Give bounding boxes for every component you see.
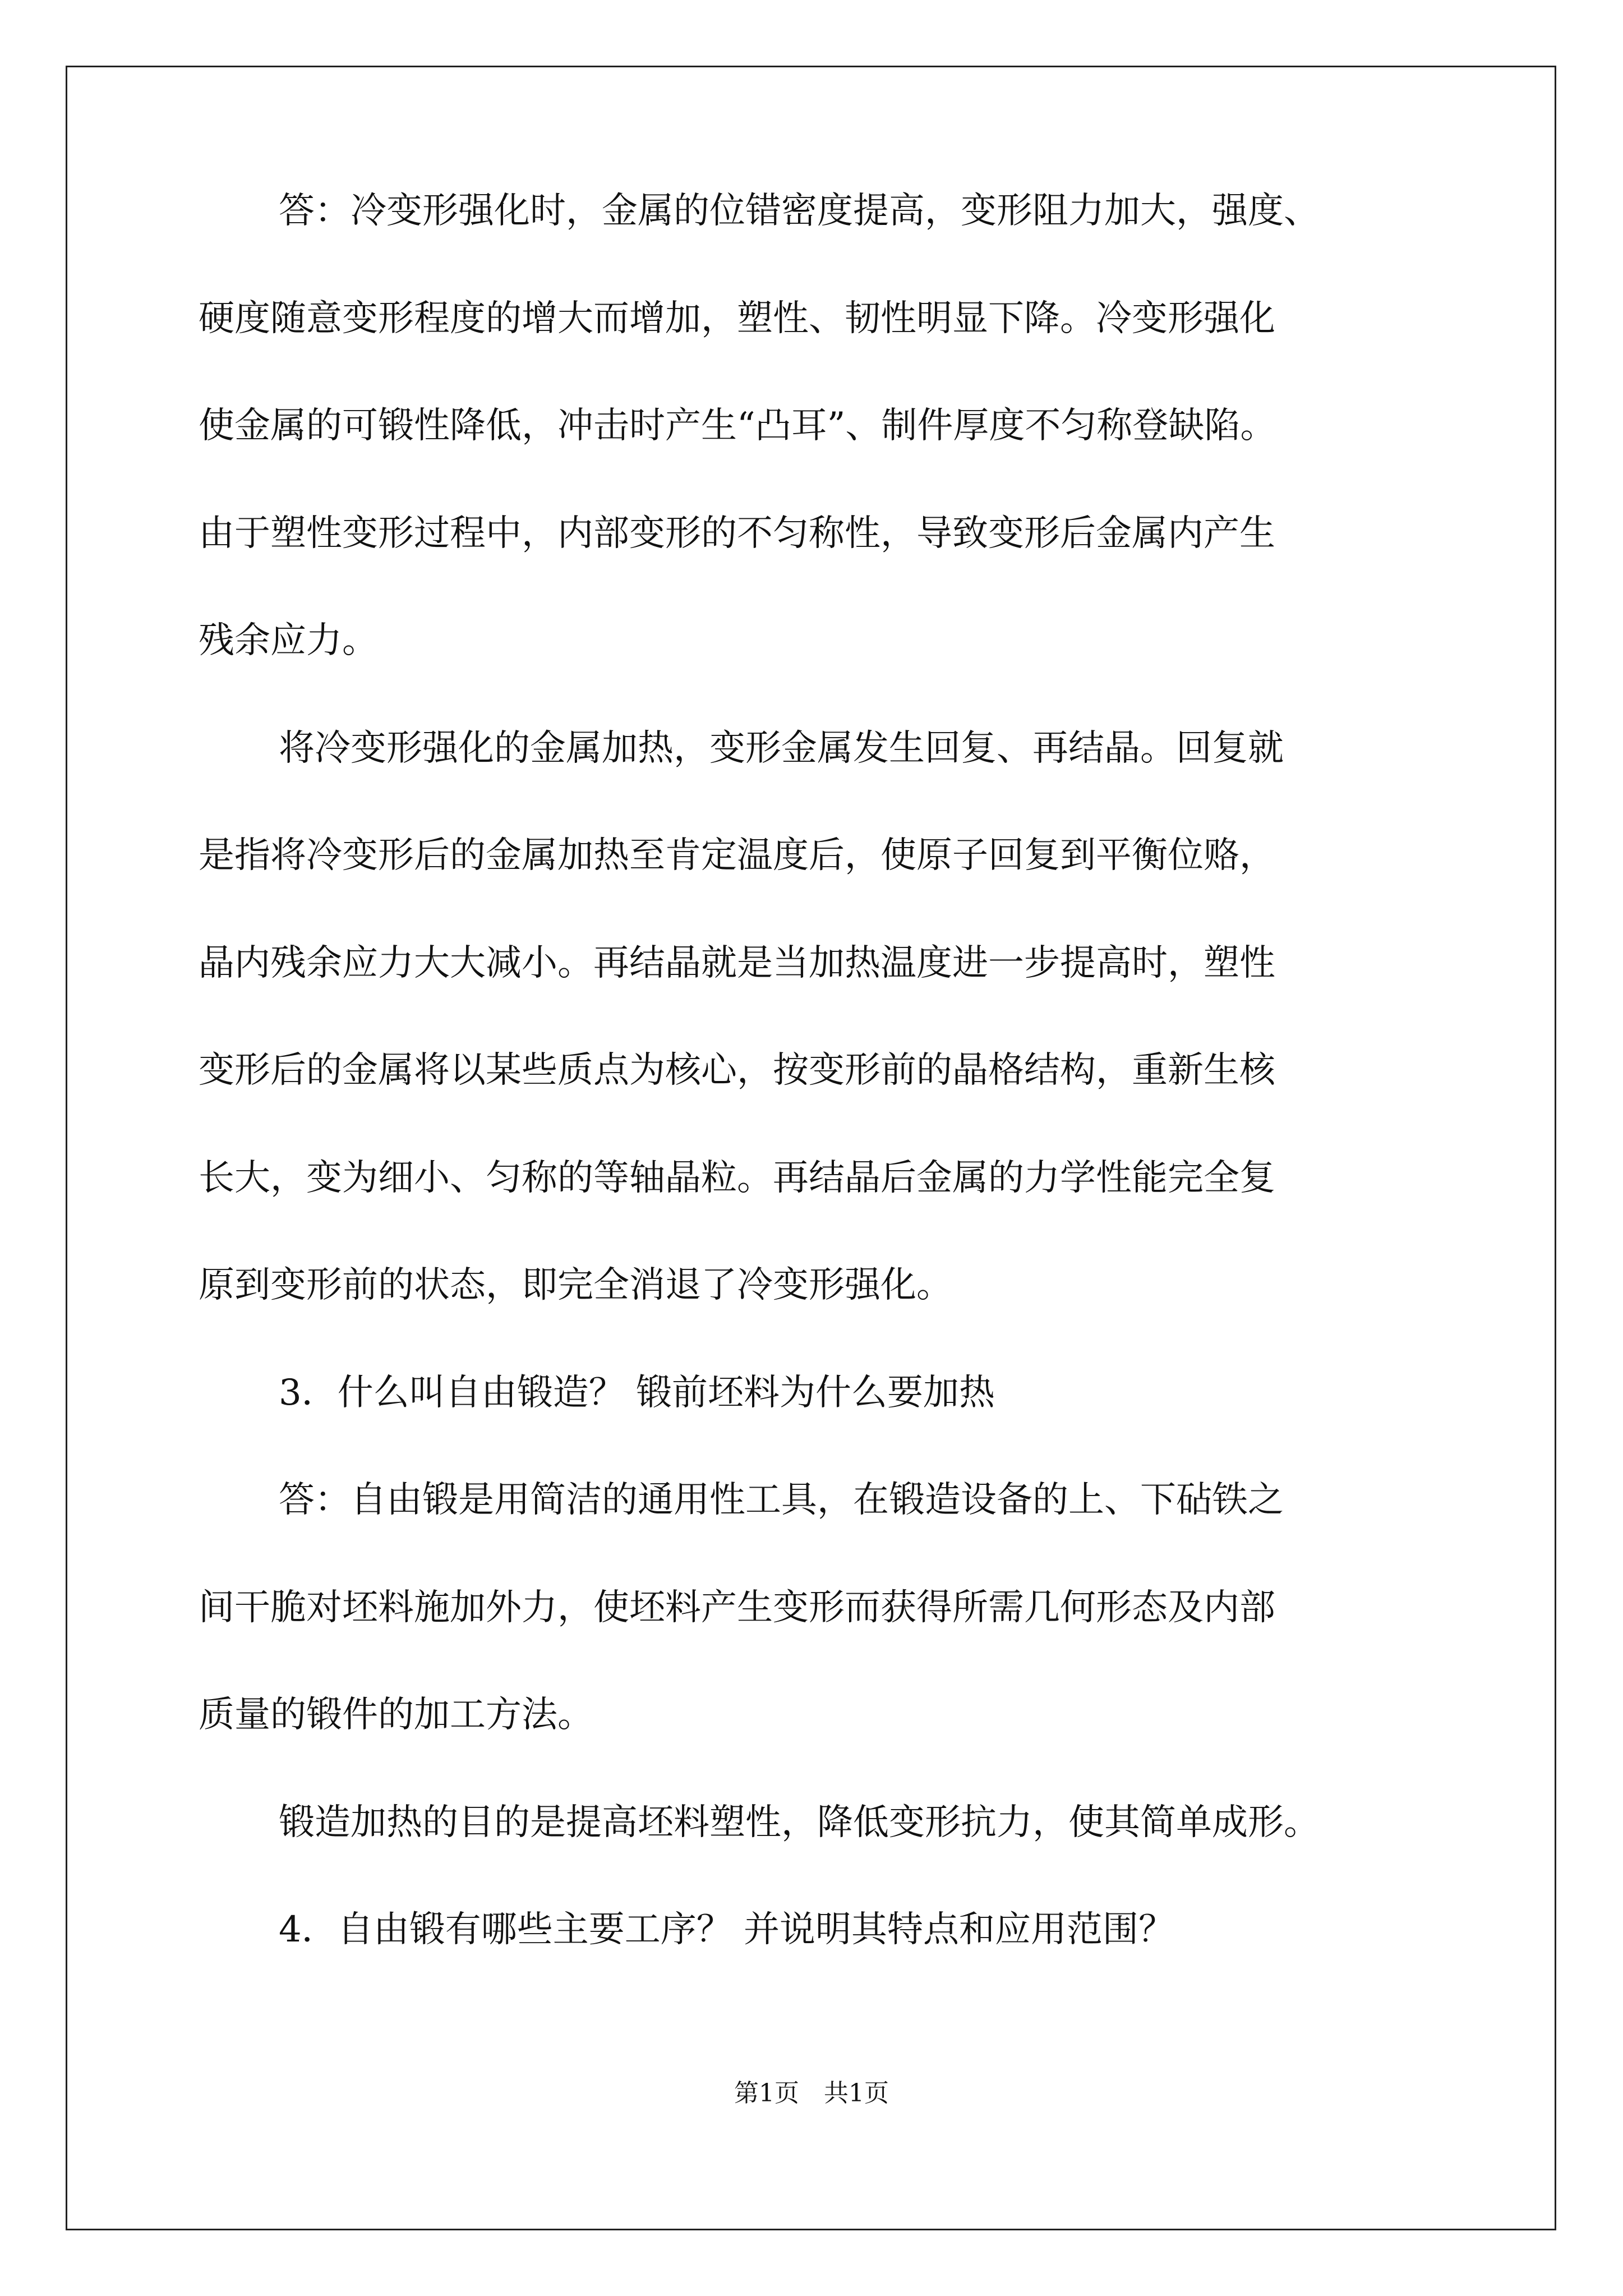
- page-number: 第1页 共1页: [734, 2079, 889, 2108]
- text-line-content: 变形后的金属将以某些质点为核心，按变形前的晶格结构，重新生核: [199, 1050, 1275, 1091]
- text-line: [0, 1156, 1623, 1200]
- text-line: [0, 296, 1623, 341]
- section-heading: [0, 1907, 1623, 1952]
- section-heading-content: 3．什么叫自由锻造？ 锻前坯料为什么要加热: [279, 1372, 995, 1414]
- text-line: [0, 941, 1623, 986]
- text-line: [0, 1263, 1623, 1308]
- text-line: [0, 188, 1623, 233]
- text-line: [0, 1800, 1623, 1845]
- section-heading-content: 4．自由锻有哪些主要工序？ 并说明其特点和应用范围？: [279, 1909, 1175, 1950]
- page-footer: [0, 2078, 1623, 2109]
- text-line: [0, 511, 1623, 556]
- text-line-content: 锻造加热的目的是提高坯料塑性，降低变形抗力，使其简单成形。: [279, 1802, 1320, 1843]
- text-line: [0, 618, 1623, 663]
- text-line-content: 原到变形前的状态，即完全消退了冷变形强化。: [199, 1264, 952, 1306]
- text-line-content: 答：自由锻是用简洁的通用性工具，在锻造设备的上、下砧铁之: [279, 1479, 1284, 1521]
- text-line-content: 是指将冷变形后的金属加热至肯定温度后，使原子回复到平衡位赂，: [199, 835, 1275, 876]
- section-heading: [0, 1370, 1623, 1415]
- text-line-content: 答：冷变形强化时，金属的位错密度提高，变形阻力加大，强度、: [279, 190, 1320, 232]
- text-line-content: 硬度随意变形程度的增大而增加，塑性、韧性明显下降。冷变形强化: [199, 298, 1275, 339]
- page-border: [66, 66, 1556, 2230]
- text-line: [0, 1048, 1623, 1093]
- text-line-content: 质量的锻件的加工方法。: [199, 1694, 593, 1736]
- text-line-content: 晶内残余应力大大减小。再结晶就是当加热温度进一步提高时，塑性: [199, 942, 1275, 984]
- text-line-content: 将冷变形强化的金属加热，变形金属发生回复、再结晶。回复就: [279, 728, 1284, 769]
- text-line: [0, 726, 1623, 771]
- text-line-content: 由于塑性变形过程中，内部变形的不匀称性，导致变形后金属内产生: [199, 513, 1275, 554]
- text-line: [0, 403, 1623, 448]
- text-line-content: 使金属的可锻性降低，冲击时产生“凸耳”、制件厚度不匀称登缺陷。: [199, 405, 1276, 447]
- text-line-content: 残余应力。: [199, 620, 378, 661]
- text-line-content: 间干脆对坯料施加外力，使坯料产生变形而获得所需几何形态及内部: [199, 1587, 1275, 1628]
- text-line: [0, 833, 1623, 878]
- text-line: [0, 1478, 1623, 1522]
- text-line-content: 长大，变为细小、匀称的等轴晶粒。再结晶后金属的力学性能完全复: [199, 1157, 1275, 1199]
- text-line: [0, 1585, 1623, 1630]
- text-line: [0, 1692, 1623, 1737]
